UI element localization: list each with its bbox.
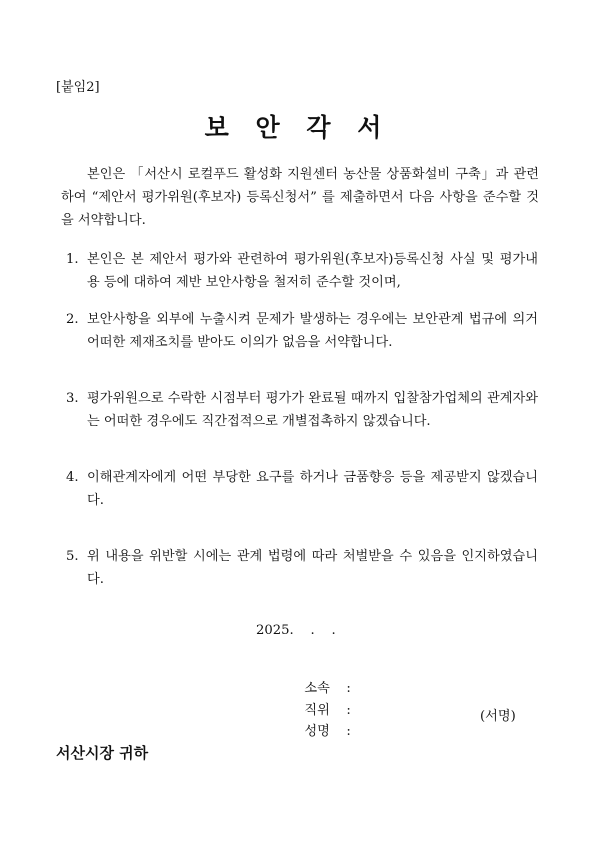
signature-mark: (서명) <box>480 709 516 724</box>
pledge-item-text: 본인은 본 제안서 평가와 관련하여 평가위원(후보자)등록신청 사실 및 평가내용 등에 대하여 제반 보안사항을 철저히 준수할 것이며, <box>87 252 538 290</box>
pledge-item-number: 5. <box>66 549 79 564</box>
pledge-item-text: 이해관계자에게 어떤 부당한 요구를 하거나 금품향응 등을 제공받지 않겠습니다. <box>87 470 538 508</box>
pledge-item-number: 3. <box>66 391 79 406</box>
position-colon: : <box>346 703 351 718</box>
position-label: 직위 <box>304 703 330 718</box>
pledge-item-1 <box>62 248 538 294</box>
pledge-item-text: 평가위원으로 수락한 시점부터 평가가 완료될 때까지 입찰참가업체의 관계자와는 어떠한 경우에도 직간접적으로 개별접촉하지 않겠습니다. <box>87 391 538 429</box>
affiliation-colon: : <box>346 681 351 696</box>
pledge-item-number: 2. <box>66 312 79 327</box>
pledge-list <box>62 248 538 591</box>
pledge-item-3 <box>62 387 538 433</box>
attachment-label: [붙임2] <box>56 80 100 95</box>
pledge-item-number: 4. <box>66 470 79 485</box>
pledge-item-number: 1. <box>66 252 79 267</box>
name-row <box>296 705 356 739</box>
date-line: 2025. . . <box>256 623 336 638</box>
pledge-item-4 <box>62 466 538 512</box>
pledge-item-text: 위 내용을 위반할 시에는 관계 법령에 따라 처벌받을 수 있음을 인지하였습니다. <box>87 549 538 587</box>
affiliation-label: 소속 <box>304 681 330 696</box>
name-colon: : <box>346 724 351 739</box>
pledge-item-5 <box>62 545 538 591</box>
addressee: 서산시장 귀하 <box>56 744 149 762</box>
name-label: 성명 <box>304 724 330 739</box>
intro-paragraph: 본인은 「서산시 로컬푸드 활성화 지원센터 농산물 상품화설비 구축」과 관련하여 “제안서 평가위원(후보자) 등록신청서” 를 제출하면서 다음 사항을 준수할 것을 서약합니다. <box>61 167 539 228</box>
pledge-item-text: 보안사항을 외부에 누출시켜 문제가 발생하는 경우에는 보안관계 법규에 의거 어떠한 제재조치를 받아도 이의가 없음을 서약합니다. <box>87 312 538 350</box>
pledge-item-2 <box>62 308 538 354</box>
document-title: 보 안 각 서 <box>204 113 391 142</box>
